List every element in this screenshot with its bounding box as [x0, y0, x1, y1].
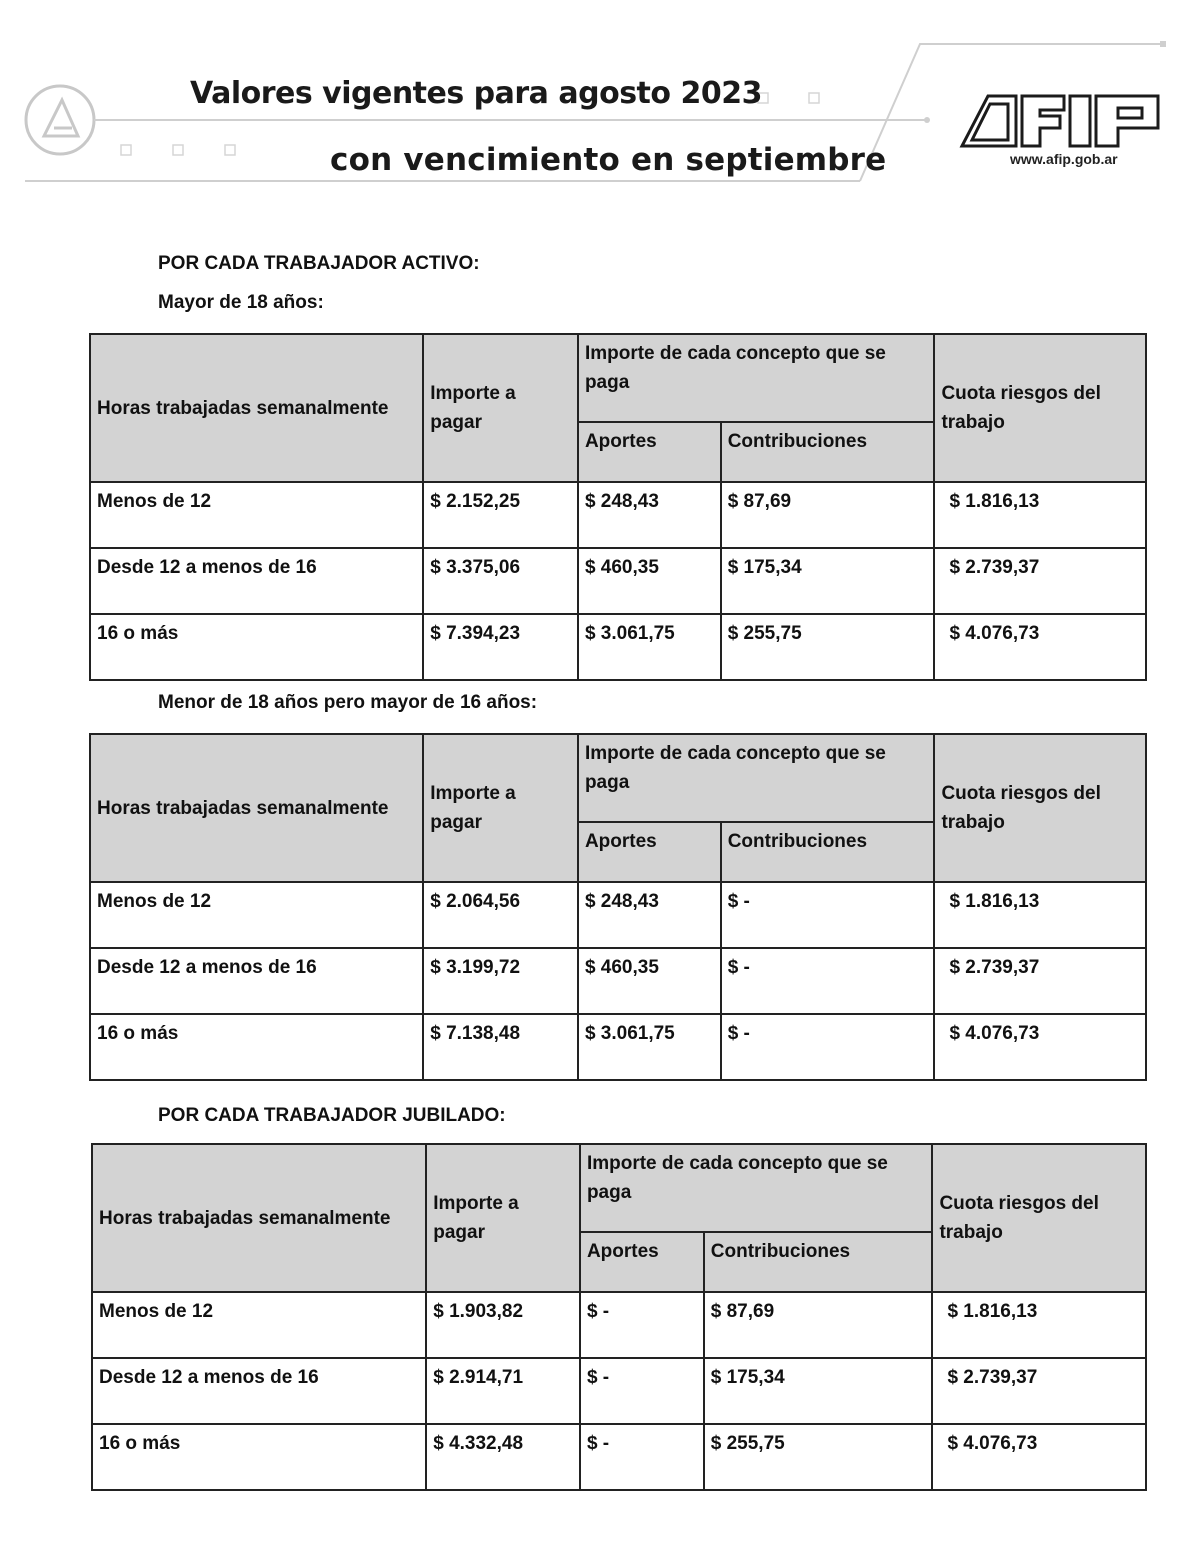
- cell-cuota: $ 4.076,73: [932, 1424, 1146, 1490]
- afip-logo-i: [1070, 96, 1090, 146]
- cell-importe: $ 4.332,48: [426, 1424, 580, 1490]
- header-concepto: Importe de cada concepto que se paga: [578, 334, 935, 422]
- table-activo-mayor: [89, 333, 1147, 681]
- cell-horas: 16 o más: [90, 1014, 423, 1080]
- header-concepto: Importe de cada concepto que se paga: [578, 734, 935, 822]
- cell-importe: $ 2.152,25: [423, 482, 578, 548]
- cell-horas: Desde 12 a menos de 16: [90, 948, 423, 1014]
- table-row: [92, 1358, 1146, 1424]
- deco-square-1: [121, 145, 131, 155]
- cell-horas: 16 o más: [92, 1424, 426, 1490]
- cell-contribuciones: $ -: [721, 948, 935, 1014]
- cell-cuota: $ 2.739,37: [934, 548, 1146, 614]
- deco-square-2: [173, 145, 183, 155]
- document-header: [0, 0, 1200, 200]
- table-row: [90, 482, 1146, 548]
- header-horas: Horas trabajadas semanalmente: [90, 734, 423, 882]
- page-title: Valores vigentes para agosto 2023: [190, 76, 762, 111]
- header-cuota: Cuota riesgos del trabajo: [934, 734, 1146, 882]
- cell-importe: $ 7.138,48: [423, 1014, 578, 1080]
- afip-logo-p: [1096, 96, 1158, 146]
- afip-logo-p-inner: [1118, 108, 1142, 118]
- afip-logo-f: [1022, 96, 1064, 146]
- table-row: [90, 882, 1146, 948]
- cell-contribuciones: $ 87,69: [704, 1292, 933, 1358]
- cell-importe: $ 2.914,71: [426, 1358, 580, 1424]
- header-aportes: Aportes: [580, 1232, 704, 1292]
- cell-horas: 16 o más: [90, 614, 423, 680]
- cell-horas: Menos de 12: [90, 882, 423, 948]
- header-importe: Importe a pagar: [423, 734, 578, 882]
- cell-cuota: $ 1.816,13: [932, 1292, 1146, 1358]
- cell-aportes: $ -: [580, 1358, 704, 1424]
- cell-aportes: $ 460,35: [578, 948, 721, 1014]
- header-contribuciones: Contribuciones: [721, 822, 935, 882]
- afip-logo: [962, 96, 1158, 146]
- table-row: [90, 948, 1146, 1014]
- cell-cuota: $ 1.816,13: [934, 882, 1146, 948]
- table-row: [90, 1014, 1146, 1080]
- cell-horas: Desde 12 a menos de 16: [92, 1358, 426, 1424]
- deco-dot: [924, 117, 930, 123]
- section-sublabel-mayor: Mayor de 18 años:: [158, 292, 324, 313]
- cell-contribuciones: $ 255,75: [721, 614, 935, 680]
- table-row: [92, 1424, 1146, 1490]
- cell-contribuciones: $ 255,75: [704, 1424, 933, 1490]
- cell-aportes: $ 3.061,75: [578, 614, 721, 680]
- cell-aportes: $ -: [580, 1292, 704, 1358]
- cell-cuota: $ 4.076,73: [934, 1014, 1146, 1080]
- table-menor: [89, 733, 1147, 1081]
- header-importe: Importe a pagar: [426, 1144, 580, 1292]
- cell-aportes: $ 248,43: [578, 482, 721, 548]
- header-cuota: Cuota riesgos del trabajo: [932, 1144, 1146, 1292]
- emblem-circle: [26, 86, 94, 154]
- afip-logo-a-inner: [972, 104, 1008, 140]
- cell-contribuciones: $ -: [721, 882, 935, 948]
- cell-cuota: $ 2.739,37: [932, 1358, 1146, 1424]
- deco-square: [1160, 41, 1166, 47]
- cell-cuota: $ 1.816,13: [934, 482, 1146, 548]
- header-contribuciones: Contribuciones: [704, 1232, 933, 1292]
- header-aportes: Aportes: [578, 422, 721, 482]
- table-jubilado: [91, 1143, 1147, 1491]
- header-horas: Horas trabajadas semanalmente: [90, 334, 423, 482]
- cell-aportes: $ 3.061,75: [578, 1014, 721, 1080]
- deco-square-5: [809, 93, 819, 103]
- header-importe: Importe a pagar: [423, 334, 578, 482]
- header-contribuciones: Contribuciones: [721, 422, 935, 482]
- section-label-menor: Menor de 18 años pero mayor de 16 años:: [158, 692, 538, 713]
- cell-contribuciones: $ 175,34: [721, 548, 935, 614]
- cell-contribuciones: $ -: [721, 1014, 935, 1080]
- cell-horas: Menos de 12: [90, 482, 423, 548]
- cell-aportes: $ 460,35: [578, 548, 721, 614]
- cell-cuota: $ 2.739,37: [934, 948, 1146, 1014]
- cell-horas: Desde 12 a menos de 16: [90, 548, 423, 614]
- table-row: [92, 1292, 1146, 1358]
- section-label-jubilado: POR CADA TRABAJADOR JUBILADO:: [158, 1105, 506, 1126]
- cell-importe: $ 7.394,23: [423, 614, 578, 680]
- cell-horas: Menos de 12: [92, 1292, 426, 1358]
- cell-importe: $ 3.199,72: [423, 948, 578, 1014]
- cell-contribuciones: $ 175,34: [704, 1358, 933, 1424]
- cell-importe: $ 1.903,82: [426, 1292, 580, 1358]
- table-row: [90, 548, 1146, 614]
- header-concepto: Importe de cada concepto que se paga: [580, 1144, 933, 1232]
- header-cuota: Cuota riesgos del trabajo: [934, 334, 1146, 482]
- header-aportes: Aportes: [578, 822, 721, 882]
- afip-website-link[interactable]: www.afip.gob.ar: [1010, 151, 1118, 167]
- cell-importe: $ 3.375,06: [423, 548, 578, 614]
- deco-square-3: [225, 145, 235, 155]
- section-label-activo: POR CADA TRABAJADOR ACTIVO:: [158, 253, 480, 274]
- table-row: [90, 614, 1146, 680]
- header-horas: Horas trabajadas semanalmente: [92, 1144, 426, 1292]
- cell-cuota: $ 4.076,73: [934, 614, 1146, 680]
- cell-contribuciones: $ 87,69: [721, 482, 935, 548]
- cell-aportes: $ -: [580, 1424, 704, 1490]
- page-subtitle: con vencimiento en septiembre: [330, 142, 887, 178]
- cell-importe: $ 2.064,56: [423, 882, 578, 948]
- emblem-a-icon: [44, 100, 78, 136]
- cell-aportes: $ 248,43: [578, 882, 721, 948]
